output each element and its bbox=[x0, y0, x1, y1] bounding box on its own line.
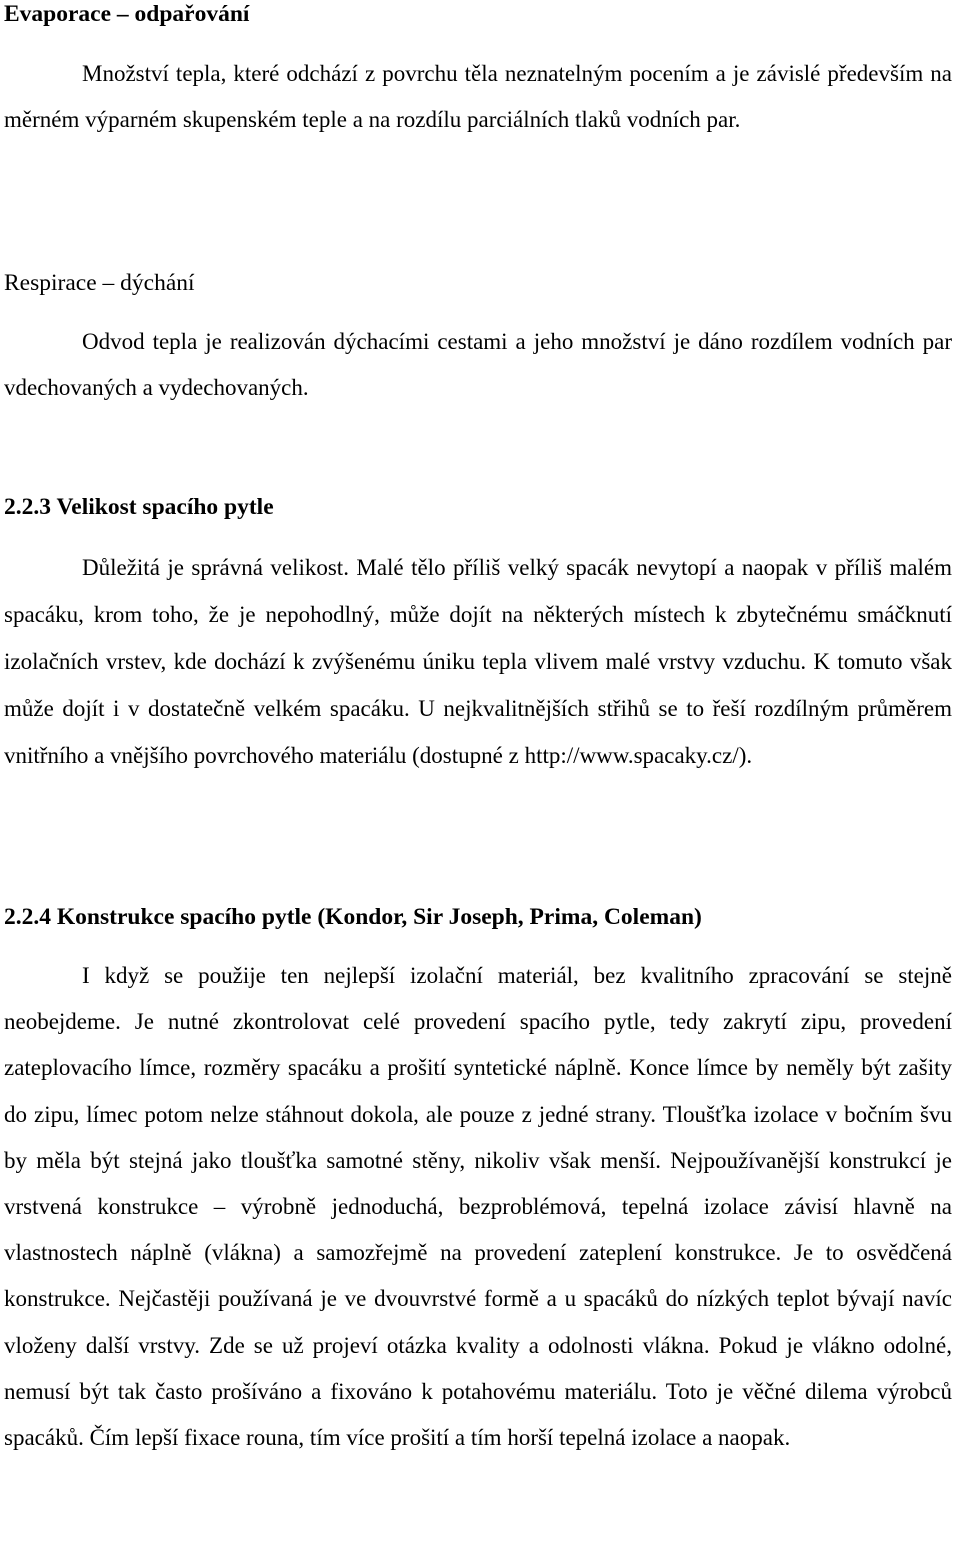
paragraph-evaporace: Množství tepla, které odchází z povrchu těla neznatelným pocením a je závislé především na měrném výparném skupenském teple a na rozdílu parciálních tlaků vodních par. bbox=[4, 61, 952, 132]
section-heading-evaporace: Evaporace – odpařování bbox=[4, 1, 250, 27]
section-heading-velikost: 2.2.3 Velikost spacího pytle bbox=[4, 494, 274, 520]
paragraph-velikost: Důležitá je správná velikost. Malé tělo příliš velký spacák nevytopí a naopak v příliš malém spacáku, krom toho, že je nepohodlný, může dojít na některých místech k zbytečnému smáčknutí izolačních vrstev, kde dochází k zvýšenému úniku tepla vlivem malé vrstvy vzduchu. K tomuto však může dojít i v dostatečně velkém spacáku. U nejkvalitnějších střihů se to řeší rozdílným průměrem vnitřního a vnějšího povrchového materiálu (dostupné z http://www.spacaky.cz/). bbox=[4, 555, 952, 768]
paragraph-konstrukce: I když se použije ten nejlepší izolační materiál, bez kvalitního zpracování se stejně neobejdeme. Je nutné zkontrolovat celé provedení spacího pytle, tedy zakrytí zipu, provedení zateplovacího límce, rozměry spacáku a prošití syntetické náplně. Konce límce by neměly být zašity do zipu, límec potom nelze stáhnout dokola, ale pouze z jedné strany. Tloušťka izolace v bočním švu by měla být stejná jako tloušťka samotné stěny, nikoliv však menší. Nejpoužívanější konstrukcí je vrstvená konstrukce – výrobně jednoduchá, bezproblémová, tepelná izolace závisí hlavně na vlastnostech náplně (vlákna) a samozřejmě na provedení zateplení konstrukce. Je to osvědčená konstrukce. Nejčastěji používaná je ve dvouvrstvé formě a u spacáků do nízkých teplot bývají navíc vloženy další vrstvy. Zde se už projeví otázka kvality a odolnosti vlákna. Pokud je vlákno odolné, nemusí být tak často prošíváno a fixováno k potahovému materiálu. Toto je věčné dilema výrobců spacáků. Čím lepší fixace rouna, tím více prošití a tím horší tepelná izolace a naopak. bbox=[4, 963, 952, 1451]
section-heading-konstrukce: 2.2.4 Konstrukce spacího pytle (Kondor, Sir Joseph, Prima, Coleman) bbox=[4, 904, 702, 930]
paragraph-respirace: Odvod tepla je realizován dýchacími cestami a jeho množství je dáno rozdílem vodních par vdechovaných a vydechovaných. bbox=[4, 329, 952, 400]
section-heading-respirace: Respirace – dýchání bbox=[4, 270, 195, 296]
